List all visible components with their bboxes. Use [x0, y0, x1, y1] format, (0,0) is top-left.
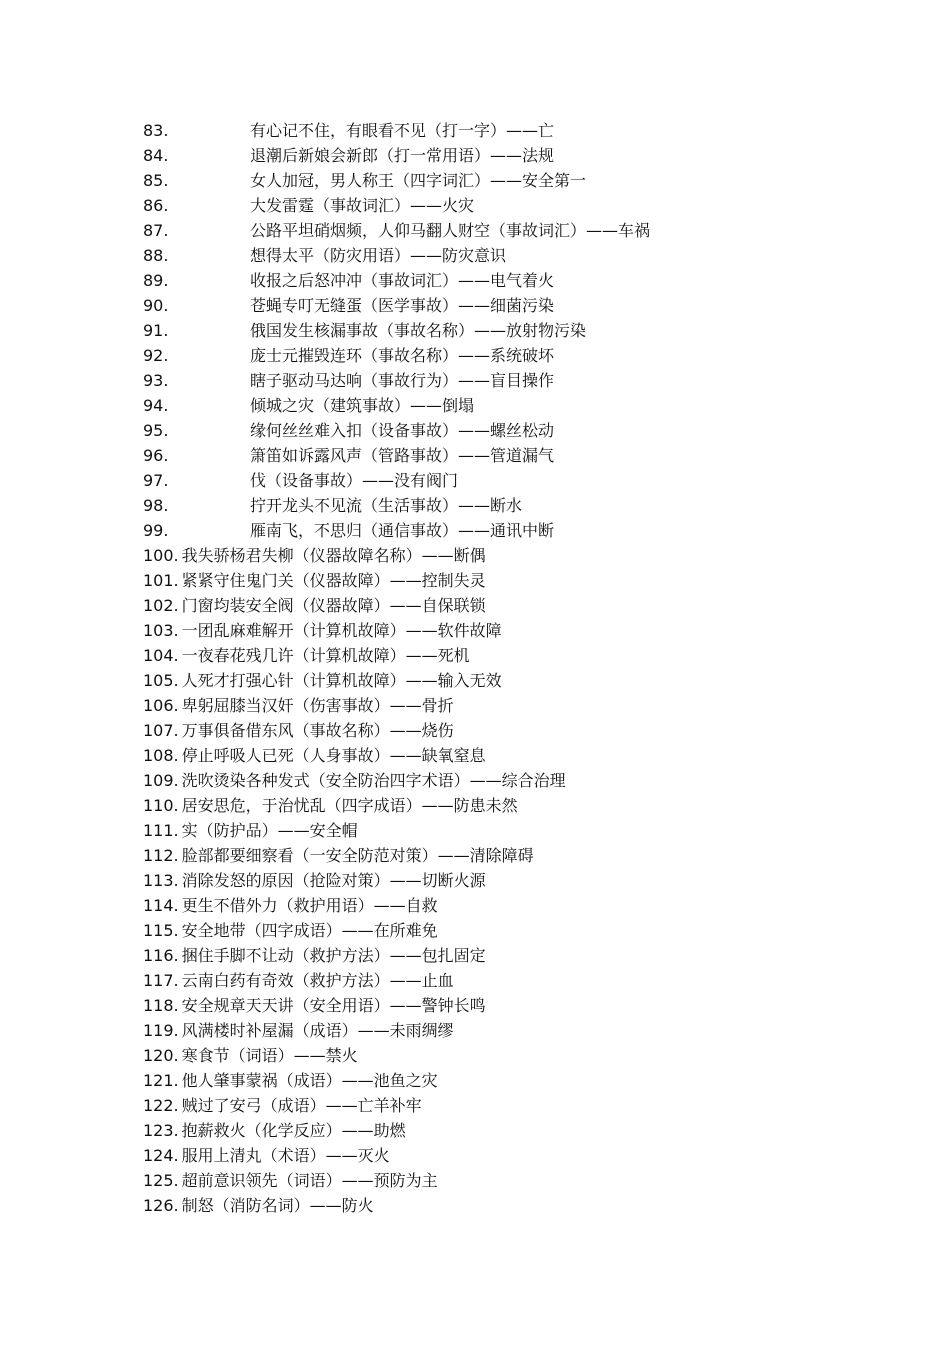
- item-number: 114.: [143, 896, 179, 915]
- item-number: 104.: [143, 646, 179, 665]
- item-number: 109.: [143, 771, 179, 790]
- item-text: 卑躬屈膝当汉奸（伤害事故）——骨折: [181, 696, 454, 715]
- list-item: [143, 593, 903, 618]
- item-text: 安全地带（四字成语）——在所难免: [181, 921, 438, 940]
- item-number: 92.: [143, 346, 169, 365]
- list-item: [143, 993, 903, 1018]
- list-item: [143, 243, 903, 268]
- item-number: 107.: [143, 721, 179, 740]
- item-text: 伐（设备事故）——没有阀门: [250, 471, 459, 490]
- list-item: [143, 518, 903, 543]
- item-text: 制怒（消防名词）——防火: [181, 1196, 374, 1215]
- list-item: [143, 143, 903, 168]
- item-number: 102.: [143, 596, 179, 615]
- item-number: 84.: [143, 146, 169, 165]
- list-item: [143, 1143, 903, 1168]
- item-text: 想得太平（防灾用语）——防灾意识: [250, 246, 507, 265]
- list-item: [143, 268, 903, 293]
- list-item: [143, 468, 903, 493]
- item-number: 121.: [143, 1071, 179, 1090]
- item-number: 101.: [143, 571, 179, 590]
- item-text: 风满楼时补屋漏（成语）——未雨绸缪: [181, 1021, 454, 1040]
- list-item: [143, 1018, 903, 1043]
- list-item: [143, 1193, 903, 1218]
- list-item: [143, 418, 903, 443]
- item-text: 俄国发生核漏事故（事故名称）——放射物污染: [250, 321, 587, 340]
- list-item: [143, 793, 903, 818]
- item-number: 108.: [143, 746, 179, 765]
- item-text: 抱薪救火（化学反应）——助燃: [181, 1121, 406, 1140]
- riddle-list: [143, 118, 903, 1218]
- list-item: [143, 643, 903, 668]
- list-item: [143, 668, 903, 693]
- item-text: 服用上清丸（术语）——灭火: [181, 1146, 390, 1165]
- item-text: 寒食节（词语）——禁火: [181, 1046, 358, 1065]
- list-item: [143, 443, 903, 468]
- item-number: 85.: [143, 171, 169, 190]
- list-item: [143, 368, 903, 393]
- list-item: [143, 343, 903, 368]
- list-item: [143, 1118, 903, 1143]
- item-number: 86.: [143, 196, 169, 215]
- list-item: [143, 843, 903, 868]
- item-text: 门窗均装安全阀（仪器故障）——自保联锁: [181, 596, 486, 615]
- item-text: 退潮后新娘会新郎（打一常用语）——法规: [250, 146, 555, 165]
- item-number: 93.: [143, 371, 169, 390]
- item-text: 瞎子驱动马达响（事故行为）——盲目操作: [250, 371, 555, 390]
- item-text: 贼过了安弓（成语）——亡羊补牢: [181, 1096, 422, 1115]
- item-text: 一团乱麻难解开（计算机故障）——软件故障: [181, 621, 502, 640]
- item-number: 89.: [143, 271, 169, 290]
- list-item: [143, 718, 903, 743]
- item-number: 94.: [143, 396, 169, 415]
- item-number: 97.: [143, 471, 169, 490]
- item-text: 人死才打强心针（计算机故障）——输入无效: [181, 671, 502, 690]
- item-text: 捆住手脚不让动（救护方法）——包扎固定: [181, 946, 486, 965]
- item-text: 云南白药有奇效（救护方法）——止血: [181, 971, 454, 990]
- item-number: 87.: [143, 221, 169, 240]
- list-item: [143, 493, 903, 518]
- list-item: [143, 1043, 903, 1068]
- list-item: [143, 293, 903, 318]
- item-text: 安全规章天天讲（安全用语）——警钟长鸣: [181, 996, 486, 1015]
- item-text: 居安思危，于治忧乱（四字成语）——防患未然: [181, 796, 518, 815]
- item-number: 116.: [143, 946, 179, 965]
- item-number: 105.: [143, 671, 179, 690]
- item-number: 103.: [143, 621, 179, 640]
- item-number: 95.: [143, 421, 169, 440]
- list-item: [143, 218, 903, 243]
- list-item: [143, 768, 903, 793]
- item-text: 洗吹烫染各种发式（安全防治四字术语）——综合治理: [181, 771, 566, 790]
- item-text: 公路平坦硝烟频，人仰马翻人财空（事故词汇）——车祸: [250, 221, 651, 240]
- list-item: [143, 618, 903, 643]
- item-number: 112.: [143, 846, 179, 865]
- item-number: 117.: [143, 971, 179, 990]
- item-number: 91.: [143, 321, 169, 340]
- list-item: [143, 868, 903, 893]
- item-text: 收报之后怒冲冲（事故词汇）——电气着火: [250, 271, 555, 290]
- item-text: 更生不借外力（救护用语）——自救: [181, 896, 438, 915]
- item-text: 紧紧守住鬼门关（仪器故障）——控制失灵: [181, 571, 486, 590]
- item-number: 122.: [143, 1096, 179, 1115]
- list-item: [143, 893, 903, 918]
- item-number: 113.: [143, 871, 179, 890]
- item-text: 万事俱备借东风（事故名称）——烧伤: [181, 721, 454, 740]
- item-text: 拧开龙头不见流（生活事故）——断水: [250, 496, 523, 515]
- item-text: 雁南飞，不思归（通信事故）——通讯中断: [250, 521, 555, 540]
- item-text: 有心记不住，有眼看不见（打一字）——亡: [250, 121, 555, 140]
- list-item: [143, 393, 903, 418]
- item-number: 98.: [143, 496, 169, 515]
- item-text: 苍蝇专叮无缝蛋（医学事故）——细菌污染: [250, 296, 555, 315]
- item-number: 110.: [143, 796, 179, 815]
- item-number: 88.: [143, 246, 169, 265]
- item-number: 90.: [143, 296, 169, 315]
- item-text: 他人肇事蒙祸（成语）——池鱼之灾: [181, 1071, 438, 1090]
- list-item: [143, 943, 903, 968]
- item-text: 大发雷霆（事故词汇）——火灾: [250, 196, 475, 215]
- item-number: 106.: [143, 696, 179, 715]
- item-text: 箫笛如诉露风声（管路事故）——管道漏气: [250, 446, 555, 465]
- item-text: 脸部都要细察看（一安全防范对策）——清除障碍: [181, 846, 534, 865]
- item-number: 126.: [143, 1196, 179, 1215]
- item-number: 125.: [143, 1171, 179, 1190]
- list-item: [143, 318, 903, 343]
- item-text: 实（防护品）——安全帽: [181, 821, 358, 840]
- item-number: 115.: [143, 921, 179, 940]
- list-item: [143, 918, 903, 943]
- item-text: 缘何丝丝难入扣（设备事故）——螺丝松动: [250, 421, 555, 440]
- list-item: [143, 1068, 903, 1093]
- item-text: 庞士元摧毁连环（事故名称）——系统破坏: [250, 346, 555, 365]
- list-item: [143, 568, 903, 593]
- item-text: 我失骄杨君失柳（仪器故障名称）——断偶: [181, 546, 486, 565]
- item-number: 124.: [143, 1146, 179, 1165]
- list-item: [143, 693, 903, 718]
- list-item: [143, 193, 903, 218]
- list-item: [143, 543, 903, 568]
- item-text: 一夜春花残几许（计算机故障）——死机: [181, 646, 470, 665]
- item-number: 123.: [143, 1121, 179, 1140]
- item-number: 96.: [143, 446, 169, 465]
- item-text: 女人加冠，男人称王（四字词汇）——安全第一: [250, 171, 587, 190]
- list-item: [143, 1093, 903, 1118]
- list-item: [143, 968, 903, 993]
- list-item: [143, 743, 903, 768]
- item-number: 111.: [143, 821, 179, 840]
- list-item: [143, 1168, 903, 1193]
- item-number: 83.: [143, 121, 169, 140]
- item-text: 停止呼吸人已死（人身事故）——缺氧窒息: [181, 746, 486, 765]
- item-number: 100.: [143, 546, 179, 565]
- list-item: [143, 818, 903, 843]
- item-text: 超前意识领先（词语）——预防为主: [181, 1171, 438, 1190]
- item-number: 99.: [143, 521, 169, 540]
- item-number: 119.: [143, 1021, 179, 1040]
- item-number: 118.: [143, 996, 179, 1015]
- list-item: [143, 118, 903, 143]
- list-item: [143, 168, 903, 193]
- item-text: 消除发怒的原因（抢险对策）——切断火源: [181, 871, 486, 890]
- item-number: 120.: [143, 1046, 179, 1065]
- item-text: 倾城之灾（建筑事故）——倒塌: [250, 396, 475, 415]
